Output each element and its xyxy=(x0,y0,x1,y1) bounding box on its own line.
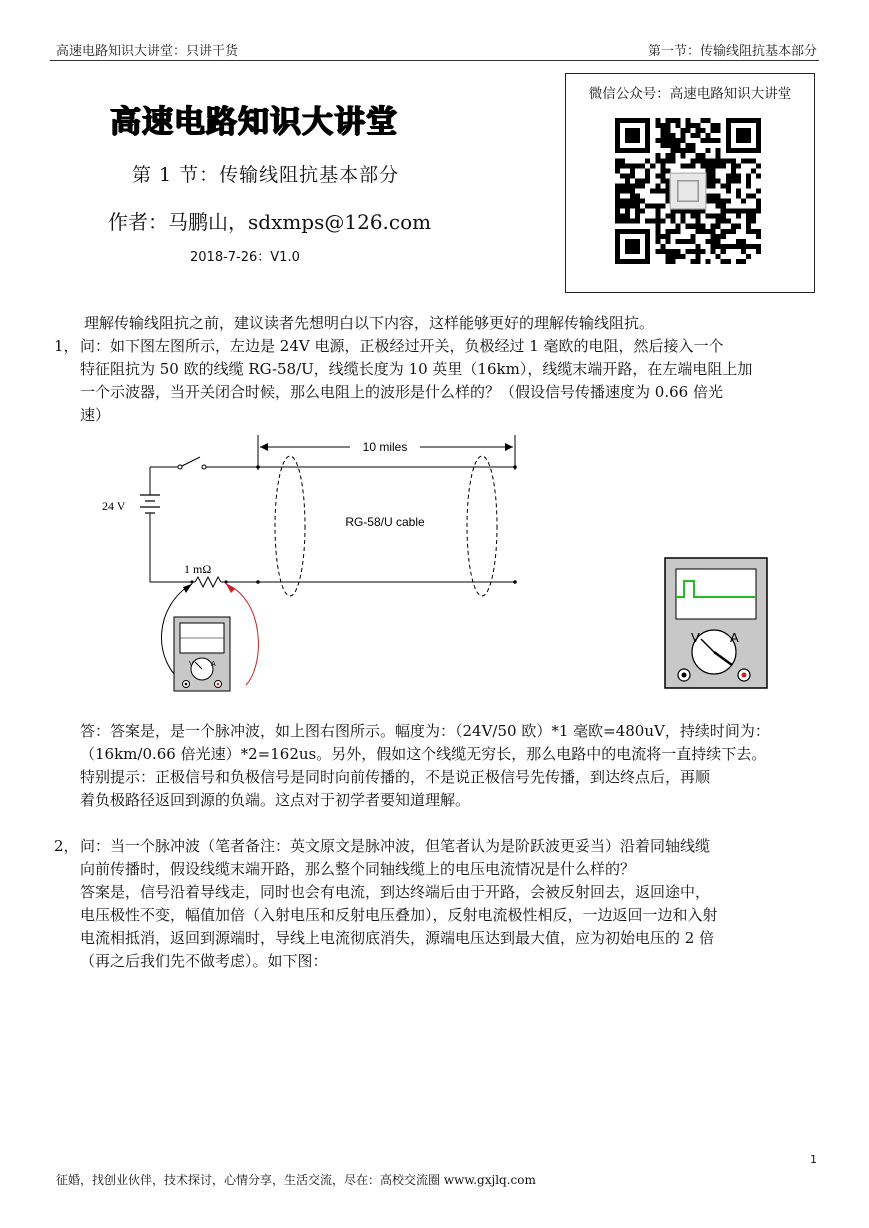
q2-line: 电压极性不变，幅值加倍（入射电压和反射电压叠加），反射电流极性相反，一边返回一边和入射 xyxy=(80,906,718,924)
author-line: 作者：马鹏山，sdxmps@126.com xyxy=(108,210,432,234)
resistor-label: 1 mΩ xyxy=(184,562,212,576)
intro-paragraph: 理解传输线阻抗之前，建议读者先想明白以下内容，这样能够更好的理解传输线阻抗。 xyxy=(84,314,655,332)
q2-line: 答案是，信号沿着导线走，同时也会有电流，到达终端后由于开路，会被反射回去，返回途中， xyxy=(80,883,711,901)
q2-line: （再之后我们先不做考虑）。如下图： xyxy=(80,952,328,970)
q1-line: 特征阻抗为 50 欧的线缆 RG-58/U，线缆长度为 10 英里（16km），线缆末端开路，在左端电阻上加 xyxy=(80,360,753,378)
q1-line: 速） xyxy=(80,406,111,424)
wechat-label: 微信公众号：高速电路知识大讲堂 xyxy=(588,86,792,102)
svg-text:A: A xyxy=(211,661,216,668)
answer1-line: （16km/0.66 倍光速）*2=162us。另外，假如这个线缆无穷长，那么电路中的电流将一直持续下去。 xyxy=(80,745,767,763)
header-right: 第一节：传输线阻抗基本部分 xyxy=(647,44,817,59)
switch-contact xyxy=(178,465,182,469)
section-subtitle: 第 1 节：传输线阻抗基本部分 xyxy=(132,164,400,186)
qr-code-icon xyxy=(615,118,761,264)
resistor-icon xyxy=(195,577,221,587)
header-divider xyxy=(50,60,819,61)
switch-contact xyxy=(202,465,206,469)
q1-line: 问：如下图左图所示，左边是 24V 电源，正极经过开关，负极经过 1 毫欧的电阻，然后接入一个 xyxy=(80,337,724,355)
switch-icon xyxy=(182,457,200,466)
version-date: 2018-7-26：V1.0 xyxy=(190,250,300,265)
oscilloscope-result xyxy=(664,557,768,689)
page-number: 1 xyxy=(810,1153,817,1166)
wechat-box xyxy=(565,73,815,293)
q1-line: 一个示波器，当开关闭合时候，那么电阻上的波形是什么样的？（假设信号传播速度为 0.66 倍光 xyxy=(80,383,723,401)
svg-text:A: A xyxy=(730,630,739,645)
dimension-arrow-left xyxy=(260,443,268,451)
voltage-label: 24 V xyxy=(102,499,126,513)
footer-text: 征婚，找创业伙伴，技术探讨，心情分享，生活交流，尽在：高校交流圈 www.gxjlq.com xyxy=(56,1173,536,1187)
document-title: 高速电路知识大讲堂 xyxy=(110,104,398,140)
svg-text:V: V xyxy=(189,661,194,668)
answer1-line: 特别提示：正极信号和负极信号是同时向前传播的，不是说正极信号先传播，到达终点后，再顺 xyxy=(80,768,711,786)
q2-line: 向前传播时，假设线缆末端开路，那么整个同轴线缆上的电压电流情况是什么样的？ xyxy=(80,860,636,878)
oscilloscope-screen xyxy=(676,569,756,619)
cable-shield-outline xyxy=(467,456,497,596)
svg-text:V: V xyxy=(691,630,700,645)
probe-lead-red xyxy=(226,584,258,685)
header-left: 高速电路知识大讲堂：只讲干货 xyxy=(56,44,239,59)
dimension-arrow-right xyxy=(505,443,513,451)
q2-number: 2， xyxy=(54,837,79,855)
cable-label: RG-58/U cable xyxy=(345,515,425,529)
cable-shield-outline xyxy=(275,456,305,596)
answer1-line: 答：答案是，是一个脉冲波，如上图右图所示。幅度为：（24V/50 欧）*1 毫欧=480uV，持续时间为： xyxy=(80,722,770,740)
circuit-diagram xyxy=(100,430,530,695)
q2-line: 问：当一个脉冲波（笔者备注：英文原文是脉冲波，但笔者认为是阶跃波更妥当）沿着同轴线缆 xyxy=(80,837,711,855)
answer1-line: 着负极路径返回到源的负端。这点对于初学者要知道理解。 xyxy=(80,791,471,809)
length-label: 10 miles xyxy=(362,440,408,454)
q2-line: 电流相抵消，返回到源端时，导线上电流彻底消失，源端电压达到最大值，应为初始电压的 2 倍 xyxy=(80,929,715,947)
q1-number: 1， xyxy=(54,337,79,355)
